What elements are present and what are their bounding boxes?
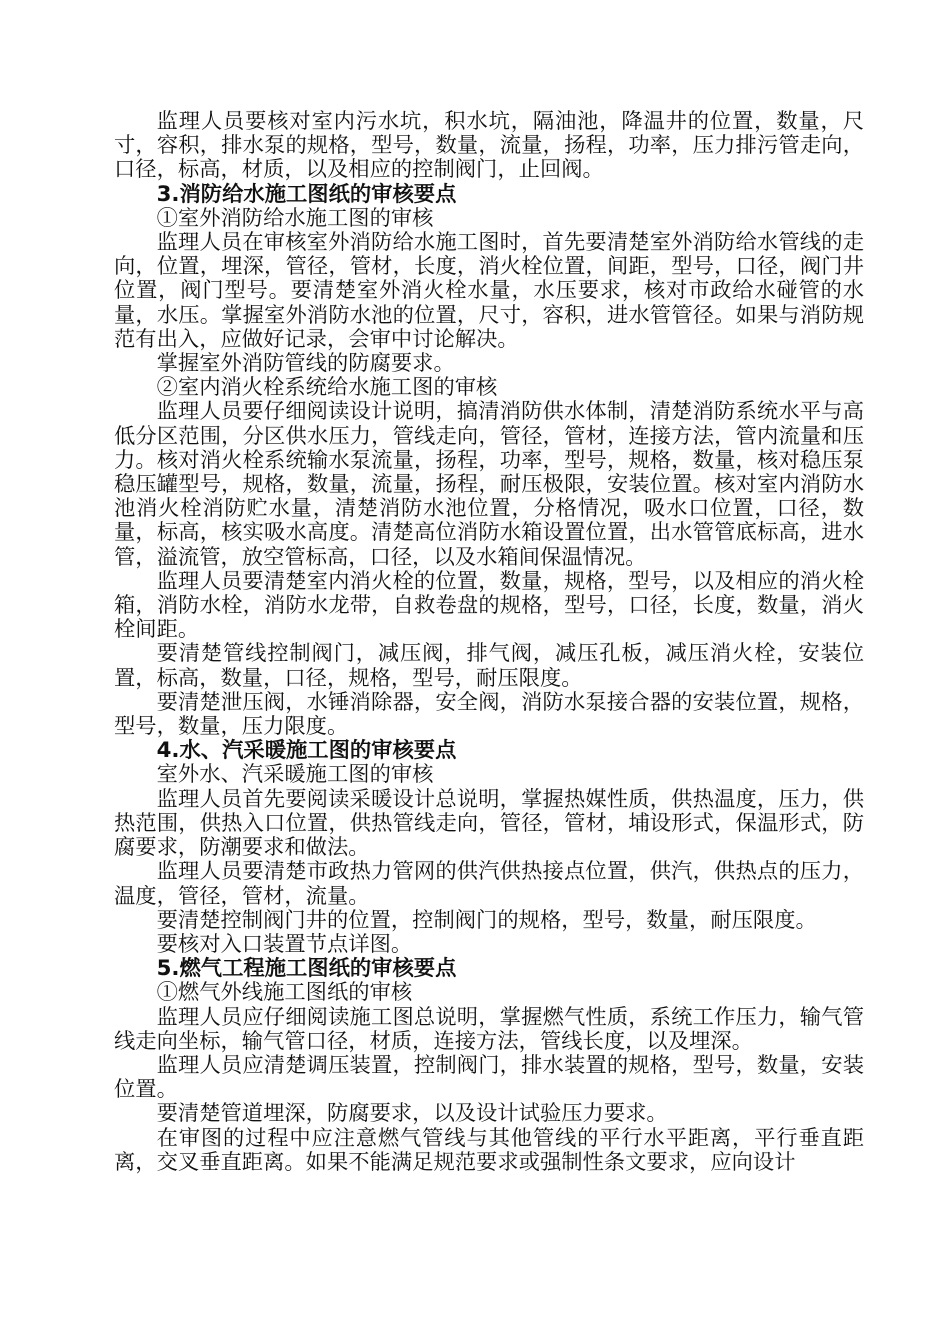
- paragraph-hydrant-positions: 监理人员要清楚室内消火栓的位置，数量，规格，型号，以及相应的消火栓箱，消防水栓，消防水龙带，自救卷盘的规格，型号，口径，长度，数量，消火栓间距。: [114, 568, 864, 643]
- paragraph-relief-valves: 要清楚泄压阀，水锤消除器，安全阀，消防水泵接合器的安装位置，规格，型号，数量，压力限度。: [114, 689, 864, 740]
- paragraph-sewage-pits: 监理人员要核对室内污水坑，积水坑，隔油池，降温井的位置，数量，尺寸，容积，排水泵的规格，型号，数量，流量，扬程，功率，压力排污管走向，口径，标高，材质，以及相应的控制阀门，止回阀。: [114, 109, 864, 183]
- subheading-outdoor-heating: 室外水、汽采暖施工图的审核: [156, 762, 434, 788]
- paragraph-pressure-regulators: 监理人员应清楚调压装置，控制阀门，排水装置的规格，型号，数量，安装位置。: [114, 1052, 864, 1103]
- section-heading-fire-water-supply: 3.消防给水施工图纸的审核要点: [156, 181, 457, 207]
- paragraph-control-valves: 要清楚管线控制阀门，减压阀，排气阀，减压孔板，减压消火栓，安装位置，标高，数量，口径，规格，型号，耐压限度。: [114, 641, 864, 691]
- paragraph-heat-network: 监理人员要清楚市政热力管网的供汽供热接点位置，供汽，供热点的压力，温度，管径，管材，流量。: [114, 859, 864, 909]
- paragraph-anticorrosion: 掌握室外消防管线的防腐要求。: [156, 351, 455, 377]
- paragraph-pipe-depth: 要清楚管道埋深，防腐要求，以及设计试验压力要求。: [156, 1101, 668, 1127]
- paragraph-inlet-details: 要核对入口装置节点详图。: [156, 931, 413, 957]
- paragraph-valve-wells: 要清楚控制阀门井的位置，控制阀门的规格，型号，数量，耐压限度。: [156, 907, 817, 933]
- subheading-outdoor-fire-water: ①室外消防给水施工图的审核: [156, 205, 434, 231]
- section-heading-heating: 4.水、汽采暖施工图的审核要点: [156, 738, 457, 764]
- paragraph-indoor-hydrant-system: 监理人员要仔细阅读设计说明，搞清消防供水体制，清楚消防系统水平与高低分区范围，分区供水压力，管线走向，管径，管材，连接方法，管内流量和压力。核对消火栓系统输水泵流量，扬程，功率，型号，规格，数量，核对稳压泵稳压罐型号，规格，数量，流量，扬程，耐压极限，安装位置。核对室内消防水池消火栓消防贮水量，清楚消防水池位置，分格情况，吸水口位置，口径，数量，标高，核实吸水高度。清楚高位消防水箱设置位置，出水管管底标高，进水管，溢流管，放空管标高，口径，以及水箱间保温情况。: [114, 399, 864, 570]
- subheading-indoor-hydrant: ②室内消火栓系统给水施工图的审核: [156, 375, 498, 401]
- document-body: [114, 110, 864, 1175]
- paragraph-pipe-distances: 在审图的过程中应注意燃气管线与其他管线的平行水平距离，平行垂直距离，交叉垂直距离。如果不能满足规范要求或强制性条文要求，应向设计: [114, 1125, 864, 1175]
- paragraph-gas-design: 监理人员应仔细阅读施工图总说明，掌握燃气性质，系统工作压力，输气管线走向坐标，输气管口径，材质，连接方法，管线长度，以及埋深。: [114, 1004, 864, 1054]
- subheading-gas-outer-line: ①燃气外线施工图纸的审核: [156, 980, 413, 1006]
- section-heading-gas: 5.燃气工程施工图纸的审核要点: [156, 956, 457, 982]
- paragraph-heating-design: 监理人员首先要阅读采暖设计总说明，掌握热媒性质，供热温度，压力，供热范围，供热入口位置，供热管线走向，管径，管材，埔设形式，保温形式，防腐要求，防潮要求和做法。: [114, 786, 864, 861]
- paragraph-outdoor-fire-water: 监理人员在审核室外消防给水施工图时，首先要清楚室外消防给水管线的走向，位置，埋深，管径，管材，长度，消火栓位置，间距，型号，口径，阀门井位置，阀门型号。要清楚室外消火栓水量，水压要求，核对市政给水碰管的水量，水压。掌握室外消防水池的位置，尺寸，容积，进水管管径。如果与消防规范有出入，应做好记录，会审中讨论解决。: [114, 230, 864, 352]
